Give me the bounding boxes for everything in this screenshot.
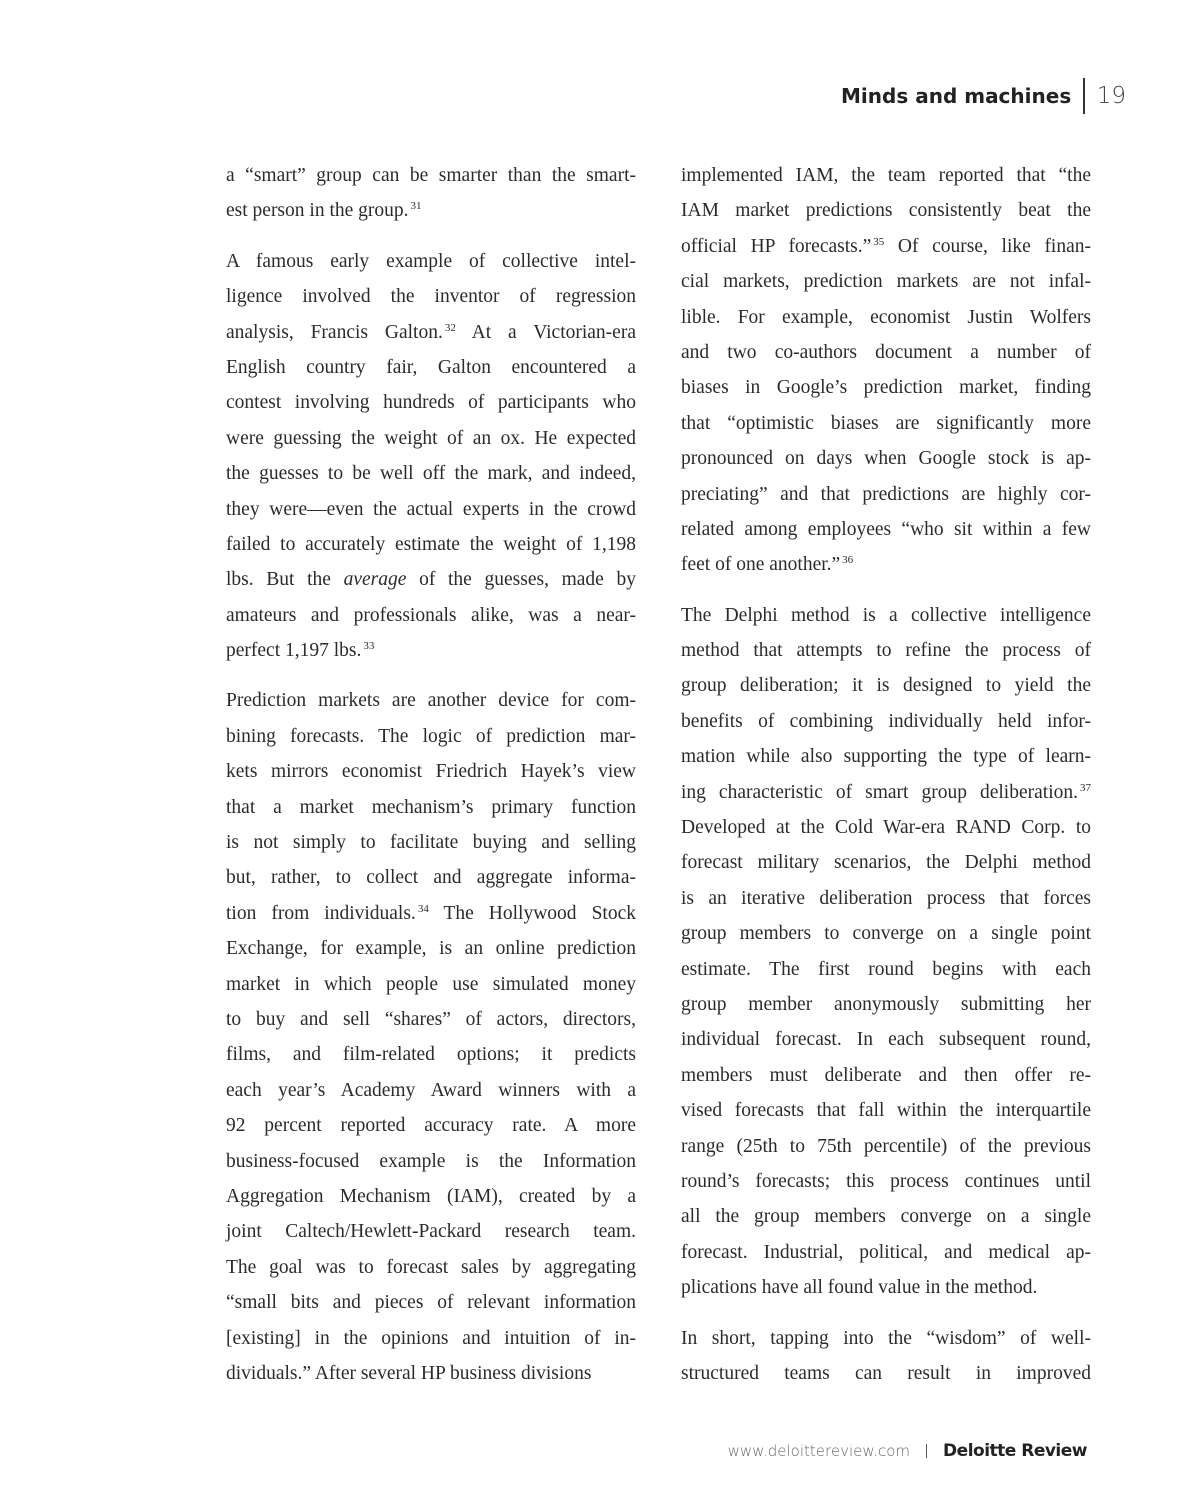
text-run: implemented IAM, the team reported that “the: [681, 165, 1091, 186]
text-line: [226, 825, 636, 860]
text-run: all the group members converge on a single: [681, 1206, 1091, 1228]
text-run: Of course, like finan-: [884, 235, 1091, 257]
text-run: est person in the group.: [226, 200, 409, 222]
text-line: [681, 1129, 1091, 1164]
text-run: tion from individuals.: [226, 902, 416, 924]
text-line: [226, 1037, 636, 1072]
text-run: round’s forecasts; this process continues until: [681, 1170, 1091, 1192]
text-run: bining forecasts. The logic of prediction mar-: [226, 725, 636, 747]
footnote-ref: 36: [842, 554, 854, 567]
text-line: [226, 456, 636, 491]
text-line: [226, 562, 636, 597]
text-line: [226, 896, 636, 931]
text-line: [681, 1022, 1091, 1057]
text-run: group member anonymously submitting her: [681, 993, 1091, 1015]
text-run: ing characteristic of smart group deliberation.: [681, 781, 1078, 803]
paragraph: [226, 158, 636, 229]
section-title: Minds and machines: [841, 84, 1072, 108]
text-run: feet of one another.”: [681, 554, 841, 576]
text-run: “small bits and pieces of relevant information: [226, 1292, 636, 1314]
text-run: kets mirrors economist Friedrich Hayek’s view: [226, 761, 636, 783]
text-run: At a Victorian-era: [455, 321, 636, 343]
text-line: [226, 421, 636, 456]
text-line: [226, 1321, 636, 1356]
text-run: preciating” and that predictions are highly cor-: [681, 483, 1091, 505]
text-line: [226, 719, 636, 754]
text-run: that “optimistic biases are significantly more: [681, 412, 1091, 434]
text-line: [226, 860, 636, 895]
text-line: [226, 279, 636, 314]
text-line: [681, 1093, 1091, 1128]
text-run: forecast. Industrial, political, and medical ap-: [681, 1241, 1091, 1263]
footnote-ref: 37: [1080, 781, 1091, 794]
text-line: [681, 1058, 1091, 1093]
text-run: structured teams can result in improved: [681, 1362, 1091, 1384]
text-run: benefits of combining individually held infor-: [681, 710, 1091, 732]
text-line: [226, 385, 636, 420]
text-run: a “smart” group can be smarter than the smart-: [226, 165, 636, 186]
text-line: [226, 754, 636, 789]
running-header: [841, 78, 1126, 114]
text-line: [681, 547, 1091, 582]
text-run: amateurs and professionals alike, was a near-: [226, 604, 636, 626]
text-line: [226, 1144, 636, 1179]
text-line: [681, 406, 1091, 441]
text-run: contest involving hundreds of participants who: [226, 392, 636, 414]
text-run: that a market mechanism’s primary function: [226, 796, 636, 818]
page-number: 19: [1096, 83, 1126, 109]
text-run: lbs. But the: [226, 569, 344, 591]
footnote-ref: 33: [363, 640, 375, 653]
footnote-ref: 34: [417, 902, 429, 915]
text-line: [681, 1235, 1091, 1270]
text-run: English country fair, Galton encountered a: [226, 356, 636, 378]
text-line: [226, 931, 636, 966]
text-line: [681, 477, 1091, 512]
text-run: group members to converge on a single point: [681, 923, 1091, 945]
text-run: but, rather, to collect and aggregate informa-: [226, 867, 636, 889]
text-run: and two co-authors document a number of: [681, 341, 1091, 363]
text-run: estimate. The first round begins with each: [681, 958, 1091, 980]
text-run: Aggregation Mechanism (IAM), created by a: [226, 1185, 636, 1207]
text-run: method that attempts to refine the process of: [681, 640, 1091, 662]
text-line: [226, 244, 636, 279]
text-line: [681, 704, 1091, 739]
text-run: each year’s Academy Award winners with a: [226, 1079, 636, 1101]
text-run: The Hollywood Stock: [428, 902, 636, 924]
footer: [728, 1441, 1087, 1461]
text-run: range (25th to 75th percentile) of the previous: [681, 1135, 1091, 1157]
text-run: Developed at the Cold War-era RAND Corp. to: [681, 817, 1091, 839]
text-run: In short, tapping into the “wisdom” of well-: [681, 1327, 1091, 1349]
text-run: lible. For example, economist Justin Wolfers: [681, 306, 1091, 328]
text-run: group deliberation; it is designed to yield the: [681, 675, 1091, 697]
text-line: [681, 193, 1091, 228]
text-run: were guessing the weight of an ox. He expected: [226, 427, 636, 449]
text-line: [226, 598, 636, 633]
text-run: market in which people use simulated money: [226, 973, 636, 995]
text-line: [226, 350, 636, 385]
text-run: official HP forecasts.”: [681, 235, 872, 257]
text-run: films, and film-related options; it predicts: [226, 1044, 636, 1066]
text-line: [681, 335, 1091, 370]
text-line: [681, 987, 1091, 1022]
text-run: biases in Google’s prediction market, finding: [681, 377, 1091, 399]
text-run: related among employees “who sit within a few: [681, 518, 1091, 540]
text-line: [226, 633, 636, 668]
text-run: is not simply to facilitate buying and selling: [226, 832, 636, 854]
paragraph: [681, 1321, 1091, 1392]
paragraph: [226, 683, 636, 1391]
text-line: [681, 370, 1091, 405]
text-run: forecast military scenarios, the Delphi method: [681, 852, 1091, 874]
text-run: failed to accurately estimate the weight of 1,198: [226, 533, 636, 555]
text-line: [681, 952, 1091, 987]
text-line: [226, 790, 636, 825]
text-line: [226, 1002, 636, 1037]
text-run: The goal was to forecast sales by aggregating: [226, 1256, 636, 1278]
text-line: [681, 512, 1091, 547]
text-line: [681, 441, 1091, 476]
paragraph: [681, 158, 1091, 583]
text-run: analysis, Francis Galton.: [226, 321, 443, 343]
text-line: [681, 1356, 1091, 1391]
text-line: [226, 1108, 636, 1143]
text-line: [226, 683, 636, 718]
text-line: [226, 967, 636, 1002]
text-line: [226, 1073, 636, 1108]
text-run: Prediction markets are another device for com-: [226, 690, 636, 712]
text-line: [226, 527, 636, 562]
footnote-ref: 35: [873, 235, 885, 248]
text-run: perfect 1,197 lbs.: [226, 640, 362, 662]
text-line: [681, 1164, 1091, 1199]
text-run: The Delphi method is a collective intelligence: [681, 604, 1091, 626]
text-run: the guesses to be well off the mark, and indeed,: [226, 463, 636, 485]
text-line: [681, 229, 1091, 264]
text-line: [681, 775, 1091, 810]
left-column: [226, 158, 636, 1406]
text-run: vised forecasts that fall within the interquartile: [681, 1100, 1091, 1122]
text-line: [226, 1250, 636, 1285]
text-run: to buy and sell “shares” of actors, directors,: [226, 1008, 636, 1030]
text-line: [681, 633, 1091, 668]
text-line: [226, 1179, 636, 1214]
footnote-ref: 31: [410, 200, 422, 213]
text-line: [681, 1270, 1091, 1305]
text-line: [681, 668, 1091, 703]
paragraph: [681, 598, 1091, 1306]
text-run: cial markets, prediction markets are not infal-: [681, 271, 1091, 293]
text-run: 92 percent reported accuracy rate. A more: [226, 1115, 636, 1137]
text-run: A famous early example of collective intel-: [226, 250, 636, 272]
paragraph: [226, 244, 636, 669]
text-line: [681, 264, 1091, 299]
text-run: plications have all found value in the method.: [681, 1277, 1038, 1299]
text-run: individual forecast. In each subsequent round,: [681, 1029, 1091, 1051]
text-line: [681, 1199, 1091, 1234]
text-run: Exchange, for example, is an online prediction: [226, 938, 636, 960]
text-line: [226, 1285, 636, 1320]
text-line: [681, 1321, 1091, 1356]
footer-brand: Deloitte Review: [943, 1441, 1087, 1461]
text-run: members must deliberate and then offer re-: [681, 1064, 1091, 1086]
text-run: mation while also supporting the type of learn-: [681, 746, 1091, 768]
text-line: [226, 1214, 636, 1249]
text-line: [681, 158, 1091, 193]
footer-url[interactable]: www.deloittereview.com: [727, 1442, 911, 1460]
text-line: [226, 492, 636, 527]
text-run: ligence involved the inventor of regression: [226, 286, 636, 308]
text-line: [226, 158, 636, 193]
text-line: [226, 193, 636, 228]
text-line: [681, 916, 1091, 951]
text-line: [681, 598, 1091, 633]
text-line: [226, 1356, 636, 1391]
right-column: [681, 158, 1091, 1406]
text-run: joint Caltech/Hewlett-Packard research team.: [226, 1221, 636, 1243]
text-line: [681, 810, 1091, 845]
text-run: dividuals.” After several HP business divisions: [226, 1362, 592, 1384]
text-line: [681, 845, 1091, 880]
text-run: they were—even the actual experts in the crowd: [226, 498, 636, 520]
footer-divider: [926, 1444, 927, 1458]
text-run: IAM market predictions consistently beat the: [681, 200, 1091, 222]
text-run: is an iterative deliberation process that forces: [681, 887, 1091, 909]
text-line: [226, 315, 636, 350]
text-run: of the guesses, made by: [406, 569, 636, 591]
emphasis: average: [343, 569, 407, 591]
text-line: [681, 739, 1091, 774]
footnote-ref: 32: [444, 321, 456, 334]
text-line: [681, 881, 1091, 916]
text-run: [existing] in the opinions and intuition of in-: [226, 1327, 636, 1349]
text-run: pronounced on days when Google stock is ap-: [681, 448, 1091, 470]
text-run: business-focused example is the Information: [226, 1150, 636, 1172]
text-line: [681, 300, 1091, 335]
